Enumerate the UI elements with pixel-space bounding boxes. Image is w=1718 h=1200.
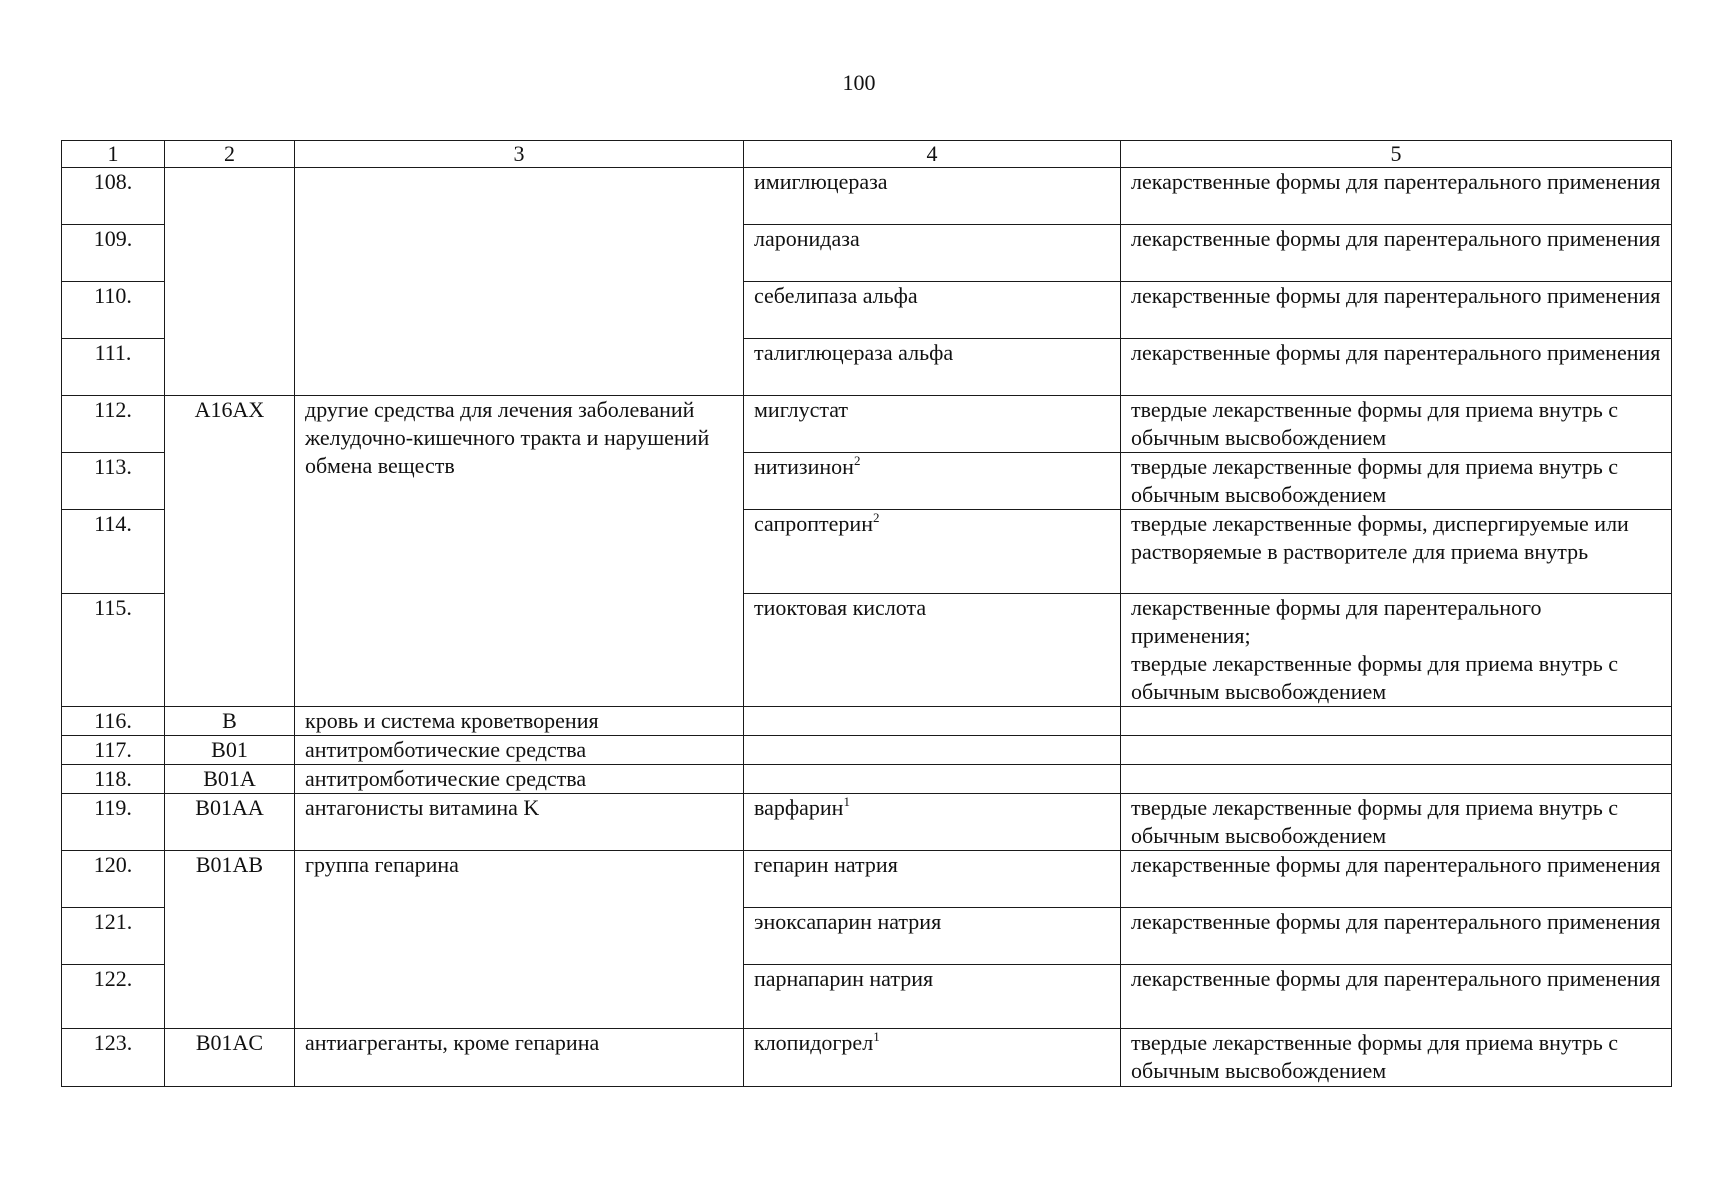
atc-code: B01AB xyxy=(165,851,295,1029)
dosage-form: твердые лекарственные формы для приема внутрь с обычным высвобождением xyxy=(1131,651,1619,704)
drug-name: парнапарин натрия xyxy=(744,965,1121,1029)
row-number: 121. xyxy=(62,908,165,965)
group-name: группа гепарина xyxy=(295,851,744,1029)
table-row xyxy=(62,765,1672,794)
dosage-form: твердые лекарственные формы для приема внутрь с обычным высвобождением xyxy=(1121,396,1672,453)
dosage-form: лекарственные формы для парентерального применения xyxy=(1121,851,1672,908)
drug-name: себелипаза альфа xyxy=(744,282,1121,339)
group-name: другие средства для лечения заболеваний желудочно-кишечного тракта и нарушений обмена веществ xyxy=(295,396,744,707)
dosage-form: твердые лекарственные формы, диспергируемые или растворяемые в растворителе для приема внутрь xyxy=(1121,510,1672,594)
group-name: антиагреганты, кроме гепарина xyxy=(295,1029,744,1087)
row-number: 119. xyxy=(62,794,165,851)
drug-name-cell xyxy=(744,510,1121,594)
row-number: 110. xyxy=(62,282,165,339)
atc-code: A16AX xyxy=(165,396,295,707)
row-number: 114. xyxy=(62,510,165,594)
page-number: 100 xyxy=(842,70,876,95)
footnote-marker: 1 xyxy=(843,794,850,809)
header-row xyxy=(62,141,1672,168)
row-number: 122. xyxy=(62,965,165,1029)
drug-name: клопидогрел xyxy=(754,1030,874,1055)
row-number: 120. xyxy=(62,851,165,908)
table-row xyxy=(62,794,1672,851)
header-col-2: 2 xyxy=(165,141,295,168)
row-number: 111. xyxy=(62,339,165,396)
dosage-form: лекарственные формы для парентерального применения xyxy=(1121,965,1672,1029)
group-name: антитромботические средства xyxy=(295,765,744,794)
atc-code: B01 xyxy=(165,736,295,765)
header-col-3: 3 xyxy=(295,141,744,168)
dosage-form: лекарственные формы для парентерального применения xyxy=(1121,339,1672,396)
table-row xyxy=(62,168,1672,225)
dosage-form-cell xyxy=(1121,736,1672,765)
dosage-form: лекарственные формы для парентерального применения xyxy=(1121,168,1672,225)
header-col-5: 5 xyxy=(1121,141,1672,168)
table-row xyxy=(62,707,1672,736)
row-number: 116. xyxy=(62,707,165,736)
drug-name-cell xyxy=(744,794,1121,851)
dosage-form: твердые лекарственные формы для приема внутрь с обычным высвобождением xyxy=(1121,794,1672,851)
row-number: 115. xyxy=(62,594,165,707)
atc-code: B xyxy=(165,707,295,736)
drug-name-cell xyxy=(744,707,1121,736)
row-number: 109. xyxy=(62,225,165,282)
drug-name: сапроптерин xyxy=(754,511,873,536)
footnote-marker: 2 xyxy=(853,453,861,468)
atc-code: B01AA xyxy=(165,794,295,851)
row-number: 123. xyxy=(62,1029,165,1087)
group-name: кровь и система кроветворения xyxy=(295,707,744,736)
group-name: антитромботические средства xyxy=(295,736,744,765)
header-col-1: 1 xyxy=(62,141,165,168)
drug-name: варфарин xyxy=(754,795,844,820)
group-name: антагонисты витамина K xyxy=(295,794,744,851)
dosage-form: твердые лекарственные формы для приема внутрь с обычным высвобождением xyxy=(1121,1029,1672,1087)
drug-name-cell xyxy=(744,453,1121,510)
drug-name: нитизинон xyxy=(754,454,854,479)
footnote-marker: 2 xyxy=(872,510,880,525)
drug-name-cell xyxy=(744,736,1121,765)
dosage-form: лекарственные формы для парентерального применения; xyxy=(1131,595,1542,648)
atc-code: B01AC xyxy=(165,1029,295,1087)
drug-list-table xyxy=(61,140,1672,1087)
drug-name-cell xyxy=(744,1029,1121,1087)
drug-name: миглустат xyxy=(744,396,1121,453)
dosage-form-cell xyxy=(1121,594,1672,707)
atc-code-cell xyxy=(165,168,295,396)
drug-name: имиглюцераза xyxy=(744,168,1121,225)
row-number: 108. xyxy=(62,168,165,225)
drug-name: талиглюцераза альфа xyxy=(744,339,1121,396)
dosage-form-cell xyxy=(1121,707,1672,736)
dosage-form-cell xyxy=(1121,765,1672,794)
header-col-4: 4 xyxy=(744,141,1121,168)
table-row xyxy=(62,851,1672,908)
dosage-form: лекарственные формы для парентерального применения xyxy=(1121,908,1672,965)
dosage-form: лекарственные формы для парентерального применения xyxy=(1121,225,1672,282)
drug-name-cell xyxy=(744,765,1121,794)
atc-code: B01A xyxy=(165,765,295,794)
drug-name: тиоктовая кислота xyxy=(744,594,1121,707)
drug-name: эноксапарин натрия xyxy=(744,908,1121,965)
table-row xyxy=(62,396,1672,453)
row-number: 113. xyxy=(62,453,165,510)
table-row xyxy=(62,1029,1672,1087)
row-number: 117. xyxy=(62,736,165,765)
footnote-marker: 1 xyxy=(873,1029,880,1044)
drug-name: гепарин натрия xyxy=(744,851,1121,908)
row-number: 118. xyxy=(62,765,165,794)
table-row xyxy=(62,736,1672,765)
row-number: 112. xyxy=(62,396,165,453)
dosage-form: лекарственные формы для парентерального применения xyxy=(1121,282,1672,339)
dosage-form: твердые лекарственные формы для приема внутрь с обычным высвобождением xyxy=(1121,453,1672,510)
drug-name: ларонидаза xyxy=(744,225,1121,282)
group-cell xyxy=(295,168,744,396)
